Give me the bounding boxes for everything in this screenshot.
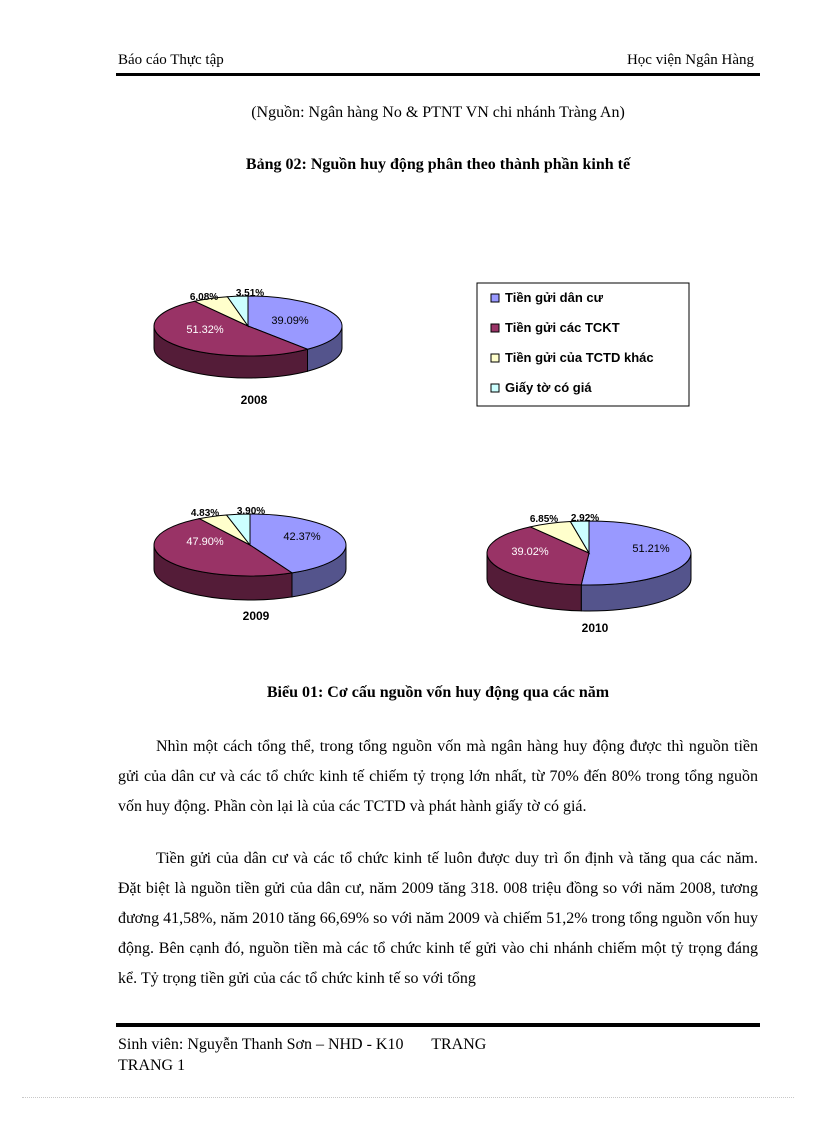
pie-2008-label-dan-cu: 39.09% <box>271 315 309 327</box>
paragraph-1: Nhìn một cách tổng thể, trong tổng nguồn vốn mà ngân hàng huy động được thì nguồn tiền gửi của dân cư và các tổ chức kinh tế chiếm tỷ trọng lớn nhất, từ 70% đến 80% trong tổng nguồn vốn huy động. Phần còn lại là của các TCTD và phát hành giấy tờ có giá. <box>118 738 758 815</box>
pie-2009-label-tctd: 4.83% <box>190 508 220 519</box>
pie-2010-label-tctd: 6.85% <box>529 514 559 525</box>
pie-2010-label-tckt: 39.02% <box>511 546 549 558</box>
legend-swatch-giay-to <box>491 384 499 392</box>
chart-caption: Biểu 01: Cơ cấu nguồn vốn huy động qua các năm <box>266 684 610 701</box>
pie-2009-label-giay-to: 3.90% <box>236 506 266 517</box>
header-left: Báo cáo Thực tập <box>118 52 224 68</box>
page-edge <box>22 1097 794 1098</box>
source-note: (Nguồn: Ngân hàng No & PTNT VN chi nhánh Tràng An) <box>251 104 625 121</box>
footer-rule <box>116 1023 760 1027</box>
footer-page: TRANG 1 <box>118 1057 186 1074</box>
pie-2008-label-giay-to: 3.51% <box>235 288 265 299</box>
pie-2009-label-tckt: 47.90% <box>186 536 224 548</box>
legend-swatch-dan-cu <box>491 294 499 302</box>
footer-student: Sinh viên: Nguyễn Thanh Sơn – NHD - K10 TRANG <box>118 1036 487 1053</box>
pie-2009-label-dan-cu: 42.37% <box>283 531 321 543</box>
pie-2010-label-giay-to: 2.92% <box>570 513 600 524</box>
legend-swatch-tckt <box>491 324 499 332</box>
legend-label-dan-cu: Tiền gửi dân cư <box>505 290 604 305</box>
pie-2010-title: 2010 <box>581 621 609 635</box>
pie-2008-label-tckt: 51.32% <box>186 324 224 336</box>
legend-label-tckt: Tiền gửi các TCKT <box>505 320 620 335</box>
pie-2010-label-dan-cu: 51.21% <box>632 543 670 555</box>
header-right: Học viện Ngân Hàng <box>626 52 754 68</box>
legend-label-tctd: Tiền gửi của TCTD khác <box>505 350 654 365</box>
pie-2009-title: 2009 <box>242 609 270 623</box>
paragraph-2: Tiền gửi của dân cư và các tổ chức kinh tế luôn được duy trì ổn định và tăng qua các năm. Đặt biệt là nguồn tiền gửi của dân cư, năm 2009 tăng 318. 008 triệu đồng so với năm 2008, tương đương 41,58%, năm 2010 tăng 66,69% so với năm 2009 và chiếm 51,2% trong tổng nguồn vốn huy động. Bên cạnh đó, nguồn tiền mà các tổ chức kinh tế gửi vào chi nhánh chiếm một tỷ trọng đáng kể. Tỷ trọng tiền gửi của các tổ chức kinh tế so với tổng <box>118 850 758 987</box>
table-caption: Bảng 02: Nguồn huy động phân theo thành phần kinh tế <box>245 156 631 173</box>
legend-label-giay-to: Giấy tờ có giá <box>505 380 592 395</box>
legend-swatch-tctd <box>491 354 499 362</box>
pie-2008-title: 2008 <box>240 393 268 407</box>
pie-2008-label-tctd: 6.08% <box>189 292 219 303</box>
